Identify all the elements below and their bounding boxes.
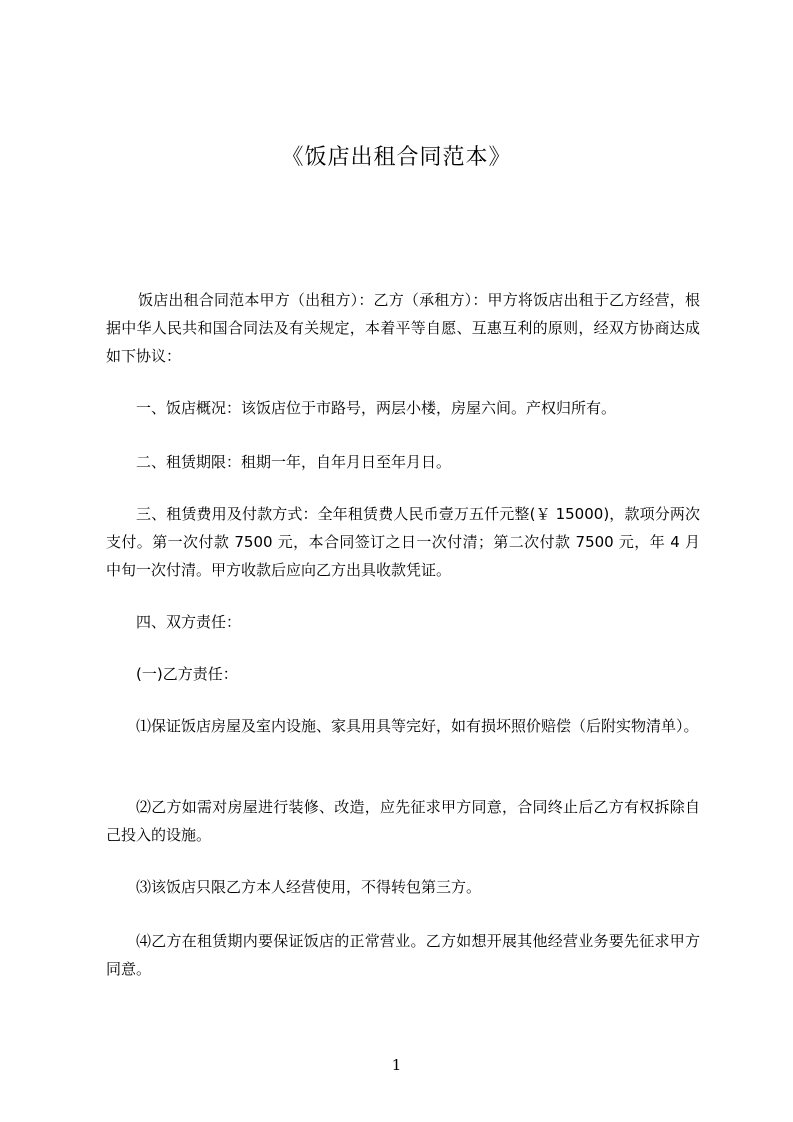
paragraph-section-4: 四、双方责任：: [136, 613, 242, 631]
paragraph-section-1: 一、饭店概况：该饭店位于市路号，两层小楼，房屋六间。产权归所有。: [136, 399, 617, 417]
paragraph-item-3: ⑶该饭店只限乙方本人经营使用，不得转包第三方。: [136, 878, 482, 896]
paragraph-section-2: 二、租赁期限：租期一年，自年月日至年月日。: [136, 453, 452, 471]
paragraph-item-2: ⑵乙方如需对房屋进行装修、改造，应先征求甲方同意，合同终止后乙方有权拆除自己投入的设施。: [106, 798, 700, 844]
paragraph-item-1: ⑴保证饭店房屋及室内设施、家具用具等完好，如有损坏照价赔偿（后附实物清单）。: [136, 717, 699, 735]
document-title: 《饭店出租合同范本》: [281, 145, 512, 170]
paragraph-section-3: 三、租赁费用及付款方式：全年租赁费人民币壹万五仟元整(￥ 15000)，款项分两次支付。第一次付款 7500 元，本合同签订之日一次付清；第二次付款 7500 元，年 4 月中旬一次付清。甲方收款后应向乙方出具收款凭证。: [106, 505, 700, 579]
paragraph-item-4: ⑷乙方在租赁期内要保证饭店的正常营业。乙方如想开展其他经营业务要先征求甲方同意。: [106, 932, 700, 978]
paragraph-intro: 饭店出租合同范本甲方（出租方）：乙方（承租方）：甲方将饭店出租于乙方经营，根据中华人民共和国合同法及有关规定，本着平等自愿、互惠互利的原则，经双方协商达成如下协议：: [106, 291, 700, 365]
page-number: 1: [391, 1056, 402, 1074]
paragraph-subsection-1: (一)乙方责任：: [136, 665, 238, 683]
